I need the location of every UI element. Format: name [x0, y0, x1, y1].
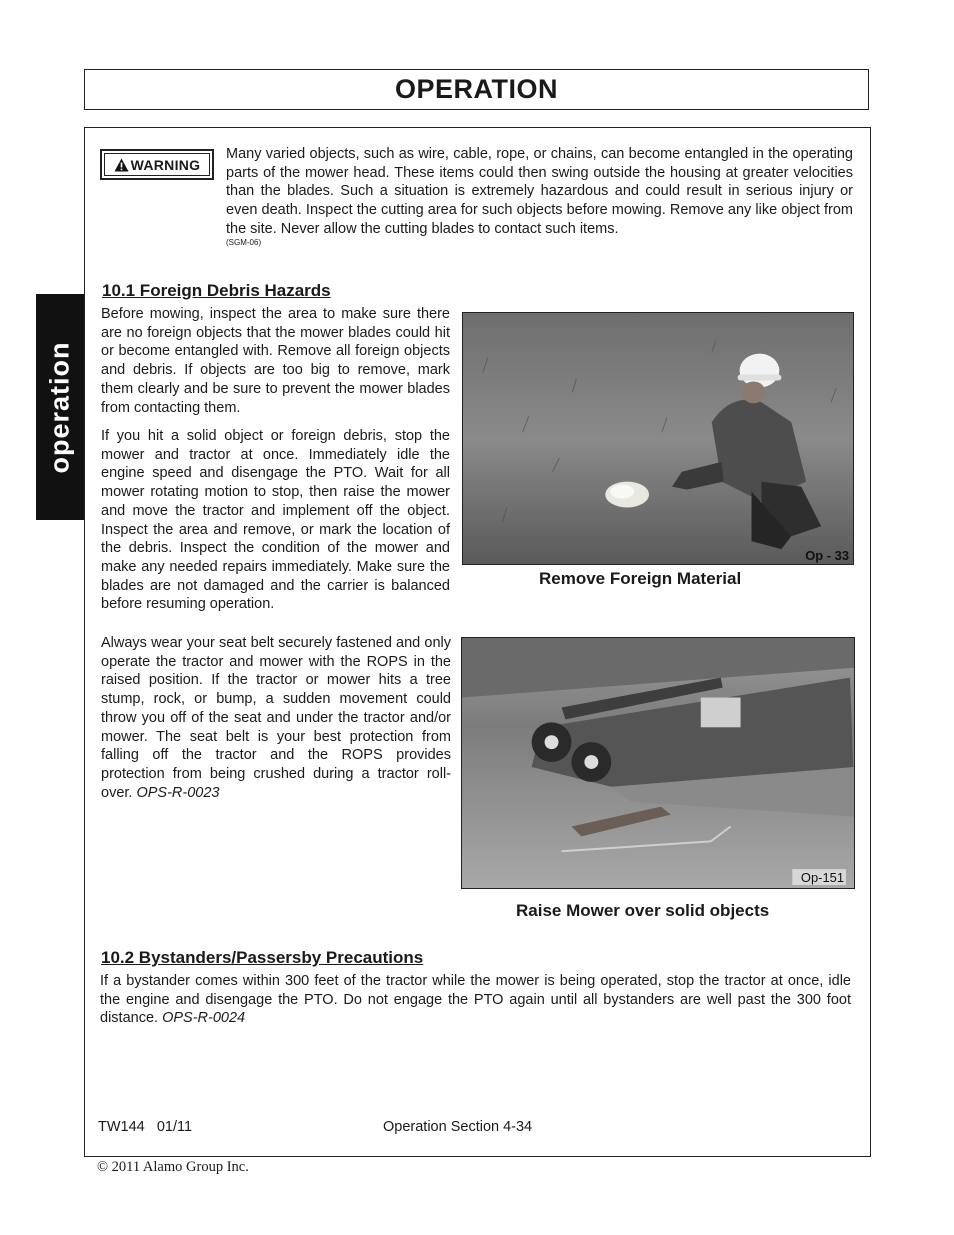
section-side-tab — [36, 294, 84, 520]
section-1-paragraph-2: If you hit a solid object or foreign debris, stop the mower and tractor at once. Immediately idle the engine speed and disengage the PTO. Wait for all mower rotating motion to stop, then raise the mower and move the tractor and implement off the object. Inspect the area and remove, or mark the location of the debris. Inspect the condition of the mower and make any needed repairs immediately. Make sure the blades are not damaged and the carrier is balanced before resuming operation. — [101, 428, 450, 613]
photo-1-caption: Remove Foreign Material — [539, 569, 742, 588]
side-tab-label: operation — [44, 340, 75, 474]
warning-badge-label: WARNING — [130, 156, 201, 173]
warning-triangle-icon — [114, 158, 129, 172]
photo-2-caption: Raise Mower over solid objects — [516, 901, 770, 920]
section-2-paragraph-1: If a bystander comes within 300 feet of the tractor while the mower is being operated, stop the tractor at once, idle the engine and disengage the PTO. Do not engage the PTO again until all bystanders are well past the 300 foot distance. OPS-R-0024 — [100, 973, 851, 1027]
section-1-heading: 10.1 Foreign Debris Hazards — [102, 281, 331, 300]
footer-section: Operation Section 4-34 — [383, 1119, 533, 1135]
ops-code: OPS-R-0024 — [162, 1010, 246, 1027]
ops-code: OPS-R-0023 — [136, 784, 220, 801]
warning-code: (SGM-06) — [226, 238, 262, 247]
photo-2-label: Op-151 — [800, 870, 845, 886]
warning-text: Many varied objects, such as wire, cable, rope, or chains, can become entangled in the operating parts of the mower head. These items could then swing outside the housing at greater velocities than the blades. Such a situation is extremely hazardous and could result in serious injury or even death. Inspect the cutting area for such objects before mowing. Remove any like object from the site. Never allow the cutting blades to contact such items. — [226, 146, 853, 237]
section-2-heading: 10.2 Bystanders/Passersby Precautions — [101, 948, 424, 967]
page-title: OPERATION — [394, 74, 558, 104]
copyright: © 2011 Alamo Group Inc. — [97, 1159, 249, 1175]
section-1-paragraph-3: Always wear your seat belt securely fastened and only operate the tractor and mower with the ROPS in the raised position. If the tractor or mower hits a tree stump, rock, or bump, a sudden movement could throw you off of the seat and under the tractor and/or mower. The seat belt is your best protection from falling off the tractor and the ROPS provides protection from being crushed during a tractor roll-over. OPS-R-0023 — [101, 635, 451, 801]
page-header — [84, 69, 869, 110]
photo-remove-foreign-material — [462, 312, 854, 565]
photo-raise-mower — [461, 637, 855, 889]
warning-badge — [100, 149, 214, 180]
section-1-paragraph-1: Before mowing, inspect the area to make sure there are no foreign objects that the mower blades could hit or become entangled with. Remove all foreign objects and debris. If objects are too big to remove, mark them clearly and be sure to prevent the mower blades from contacting them. — [101, 306, 450, 416]
footer-model: TW144 01/11 — [98, 1119, 193, 1135]
photo-1-label: Op - 33 — [805, 548, 850, 564]
